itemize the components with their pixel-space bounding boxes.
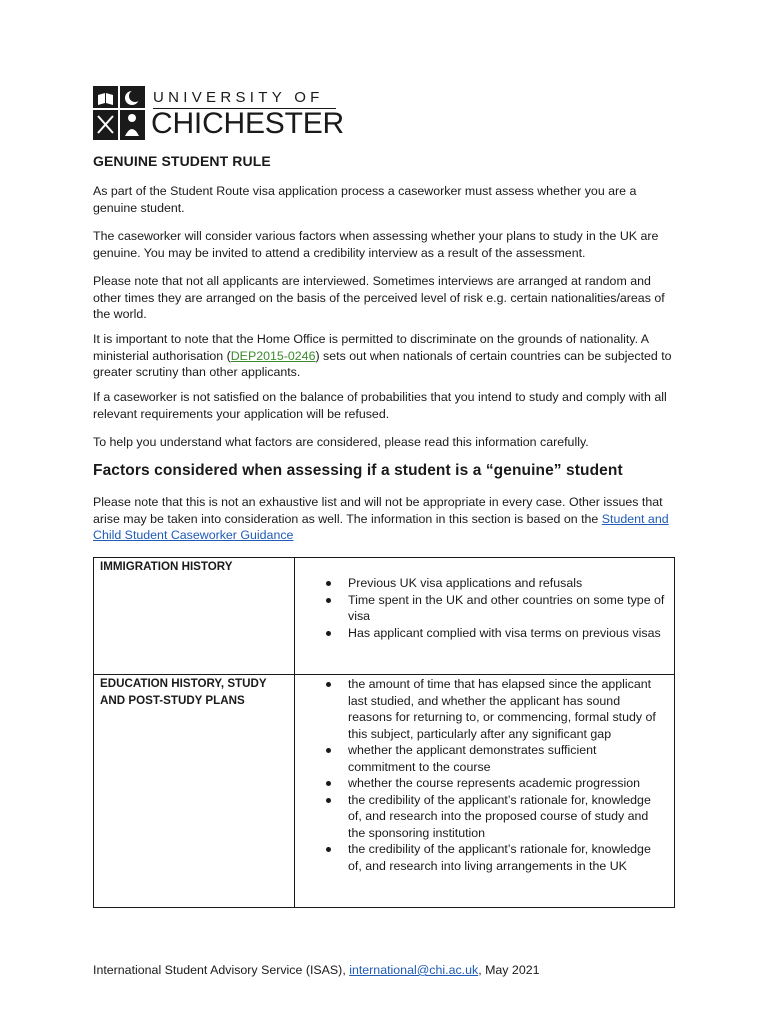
list-item <box>295 775 666 792</box>
list-item <box>295 625 666 642</box>
footer-text-after: , May 2021 <box>478 963 540 977</box>
dep-authorisation-link[interactable]: DEP2015-0246 <box>230 348 316 363</box>
page-footer <box>93 963 540 977</box>
list-item <box>295 792 666 842</box>
table-cell-items <box>295 675 675 908</box>
list-item <box>295 592 666 625</box>
bullet-icon <box>326 798 331 803</box>
bullet-icon <box>326 682 331 687</box>
list-item <box>295 841 666 874</box>
table-cell-label <box>94 558 295 675</box>
list-item-text: Time spent in the UK and other countries on some type of visa <box>348 592 665 623</box>
table-cell-label <box>94 675 295 908</box>
table-row <box>94 558 675 675</box>
paragraph-section-intro <box>93 494 678 544</box>
list-item-text: whether the course represents academic progression <box>348 776 641 790</box>
p4-text-before: It is important to note that the Home Office is permitted to discriminate on the grounds of nationality. A ministerial authorisation ( <box>93 332 649 363</box>
bullet-icon <box>326 847 331 852</box>
bullet-icon <box>326 748 331 753</box>
list-item-text: the amount of time that has elapsed since the applicant last studied, and whether the applicant has sound reasons for returning to, or commencing, formal study of this subject, particularly after any significant gap <box>348 677 656 741</box>
section-heading: Factors considered when assessing if a student is a “genuine” student <box>93 462 623 479</box>
paragraph-discrimination <box>93 331 678 381</box>
paragraph-intro: As part of the Student Route visa application process a caseworker must assess whether you are a genuine student. <box>93 184 637 215</box>
paragraph-refusal: If a caseworker is not satisfied on the balance of probabilities that you intend to study and comply with all relevant requirements your application will be refused. <box>93 390 667 421</box>
bullet-icon <box>326 631 331 636</box>
p4-text-after: ) sets out when nationals of certain countries can be subjected to greater scrutiny than other applicants. <box>93 348 672 380</box>
bullet-list <box>295 575 674 641</box>
list-item <box>295 575 666 592</box>
bullet-icon <box>326 598 331 603</box>
row-label-immigration: IMMIGRATION HISTORY <box>100 560 233 573</box>
factors-table <box>93 557 675 908</box>
list-item-text: the credibility of the applicant’s rationale for, knowledge of, and research into the proposed course of study and the sponsoring institution <box>348 792 651 840</box>
bullet-icon <box>326 781 331 786</box>
table-cell-items <box>295 558 675 675</box>
logo-chichester: CHICHESTER <box>151 107 345 140</box>
bullet-icon <box>326 581 331 586</box>
list-item-text: Has applicant complied with visa terms on previous visas <box>348 625 661 640</box>
row-label-education: EDUCATION HISTORY, STUDY AND POST-STUDY PLANS <box>100 677 267 707</box>
list-item <box>295 742 666 775</box>
list-item-text: the credibility of the applicant’s rationale for, knowledge of, and research into living arrangements in the UK <box>348 842 651 873</box>
section-intro-text: Please note that this is not an exhaustive list and will not be appropriate in every case. Other issues that arise may be taken into consideration as well. The information in this section is based on the <box>93 495 663 526</box>
list-item-text: Previous UK visa applications and refusals <box>348 576 583 590</box>
university-logo <box>93 86 343 140</box>
footer-email-link[interactable]: international@chi.ac.uk <box>349 963 479 977</box>
logo-university-of: UNIVERSITY OF <box>153 89 324 106</box>
table-row <box>94 675 675 908</box>
list-item <box>295 676 666 742</box>
paragraph-interviews: Please note that not all applicants are interviewed. Sometimes interviews are arranged at random and other times they are arranged on the basis of the perceived level of risk e.g. certain nationalities/areas of the world. <box>93 274 665 322</box>
list-item-text: whether the applicant demonstrates sufficient commitment to the course <box>348 743 597 774</box>
page-title: GENUINE STUDENT RULE <box>93 153 271 169</box>
bullet-list <box>295 676 674 874</box>
paragraph-read-carefully: To help you understand what factors are considered, please read this information carefully. <box>93 435 589 449</box>
caseworker-guidance-link[interactable]: Student and Child Student Caseworker Guidance <box>93 511 669 543</box>
crest-icon <box>93 86 145 140</box>
paragraph-caseworker: The caseworker will consider various factors when assessing whether your plans to study in the UK are genuine. You may be invited to attend a credibility interview as a result of the assessment. <box>93 229 659 260</box>
footer-text-before: International Student Advisory Service (ISAS), <box>93 963 350 977</box>
